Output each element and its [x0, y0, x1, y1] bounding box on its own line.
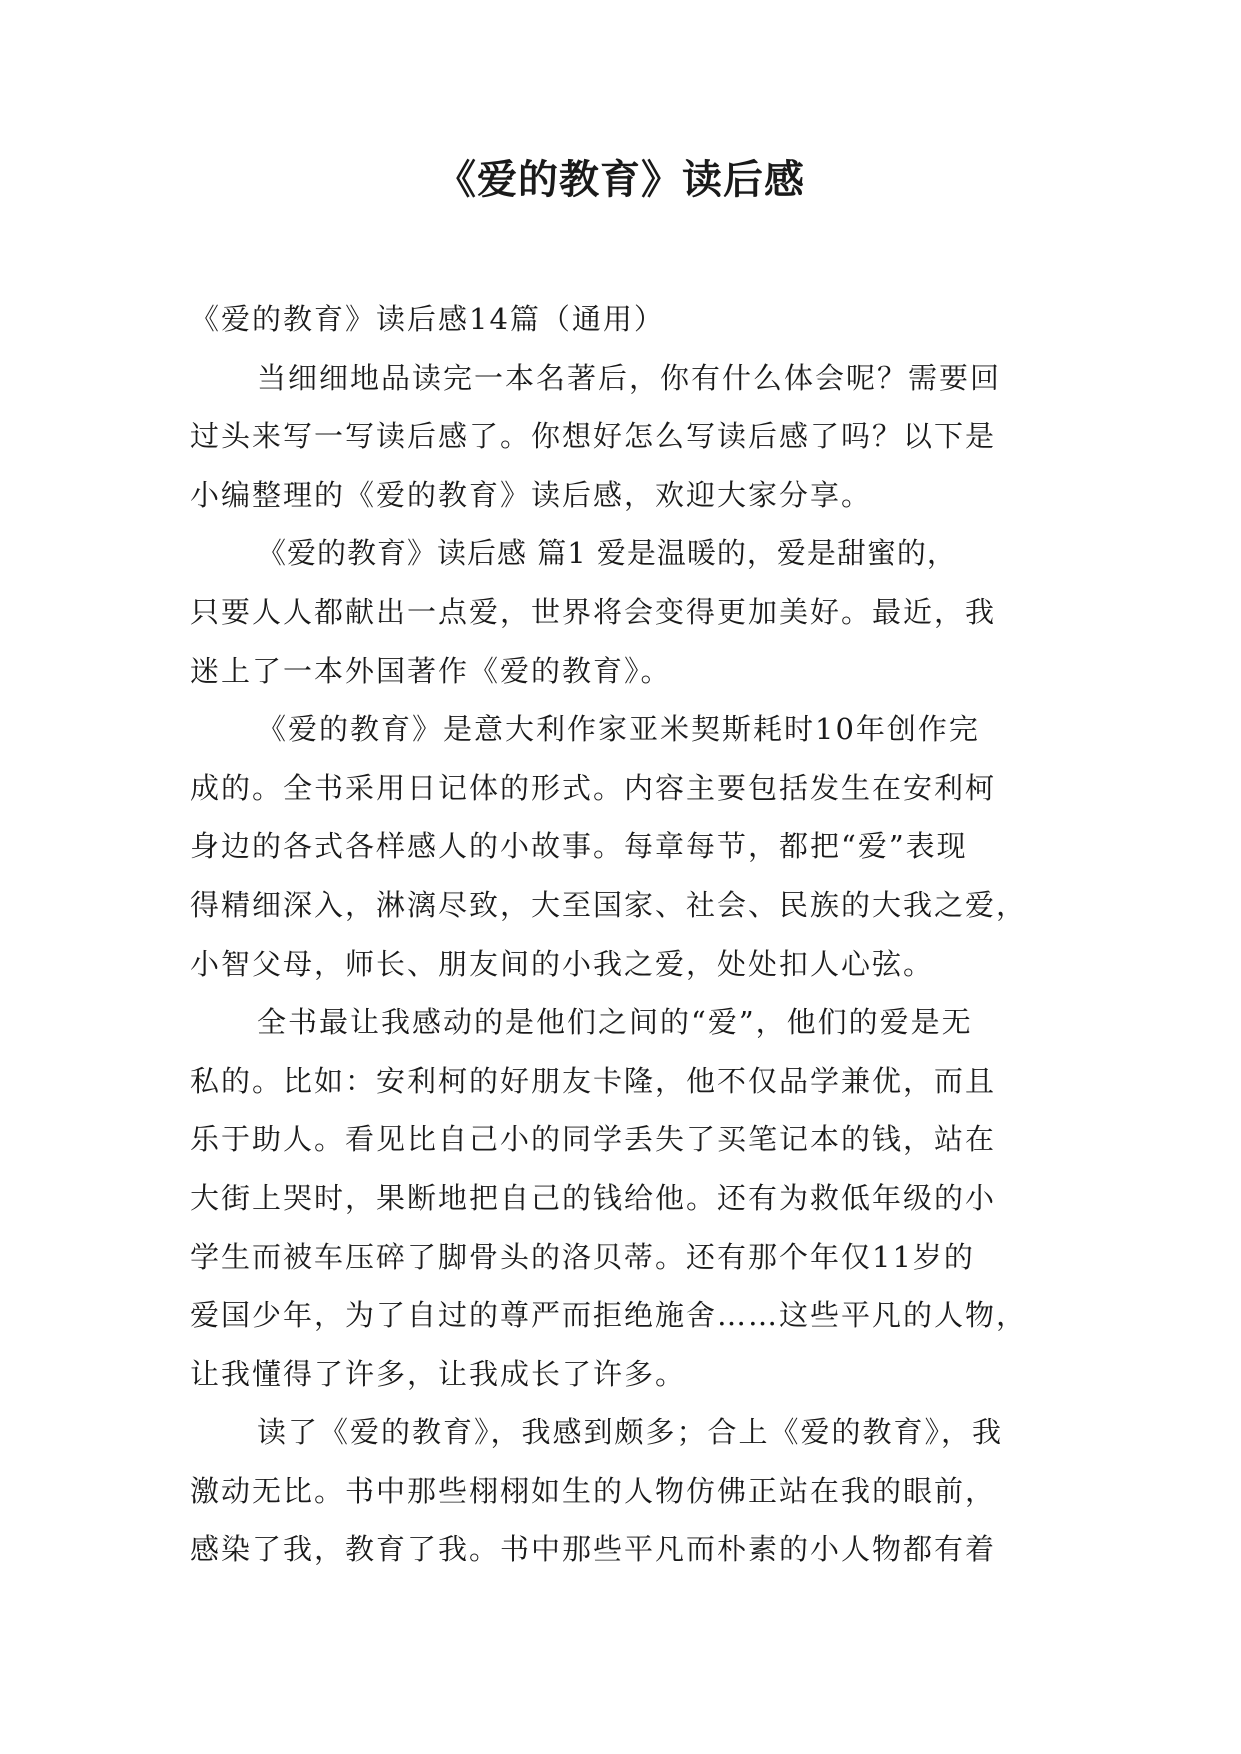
paragraph-line: 读了《爱的教育》，我感到颇多；合上《爱的教育》，我 — [257, 1415, 1004, 1450]
paragraph-line: 私的。比如：安利柯的好朋友卡隆，他不仅品学兼优，而且 — [190, 1063, 997, 1098]
paragraph-line: 小智父母，师长、朋友间的小我之爱，处处扣人心弦。 — [190, 946, 935, 981]
paragraph-line: 让我懂得了许多，让我成长了许多。 — [190, 1356, 687, 1391]
paragraph-line: 学生而被车压碎了脚骨头的洛贝蒂。还有那个年仅11岁的 — [190, 1239, 975, 1274]
paragraph-line: 乐于助人。看见比自己小的同学丢失了买笔记本的钱，站在 — [190, 1122, 997, 1157]
paragraph-line: 过头来写一写读后感了。你想好怎么写读后感了吗？以下是 — [190, 419, 997, 454]
document-title: 《爱的教育》读后感 — [436, 156, 805, 203]
paragraph-line: 《爱的教育》是意大利作家亚米契斯耗时10年创作完 — [257, 712, 980, 747]
subtitle-line: 《爱的教育》读后感14篇（通用） — [190, 302, 665, 336]
paragraph-line: 全书最让我感动的是他们之间的“爱”，他们的爱是无 — [257, 1005, 973, 1040]
paragraph-line: 当细细地品读完一本名著后，你有什么体会呢？需要回 — [257, 360, 1002, 395]
paragraph-line: 感染了我，教育了我。书中那些平凡而朴素的小人物都有着 — [190, 1532, 997, 1567]
paragraph-line: 只要人人都献出一点爱，世界将会变得更加美好。最近，我 — [190, 594, 997, 629]
paragraph-line: 小编整理的《爱的教育》读后感，欢迎大家分享。 — [190, 477, 873, 512]
document-body — [190, 290, 1060, 1579]
paragraph-line: 爱国少年，为了自过的尊严而拒绝施舍……这些平凡的人物， — [190, 1298, 1028, 1333]
paragraph-line: 成的。全书采用日记体的形式。内容主要包括发生在安利柯 — [190, 770, 997, 805]
section-heading-line: 《爱的教育》读后感 篇1 爱是温暖的，爱是甜蜜的， — [257, 536, 957, 571]
paragraph-line: 得精细深入，淋漓尽致，大至国家、社会、民族的大我之爱， — [190, 887, 1028, 922]
paragraph-line: 大街上哭时，果断地把自己的钱给他。还有为救低年级的小 — [190, 1180, 997, 1215]
paragraph-line: 迷上了一本外国著作《爱的教育》。 — [190, 653, 672, 688]
paragraph-line: 激动无比。书中那些栩栩如生的人物仿佛正站在我的眼前， — [190, 1473, 997, 1508]
paragraph-line: 身边的各式各样感人的小故事。每章每节，都把“爱”表现 — [190, 829, 968, 864]
